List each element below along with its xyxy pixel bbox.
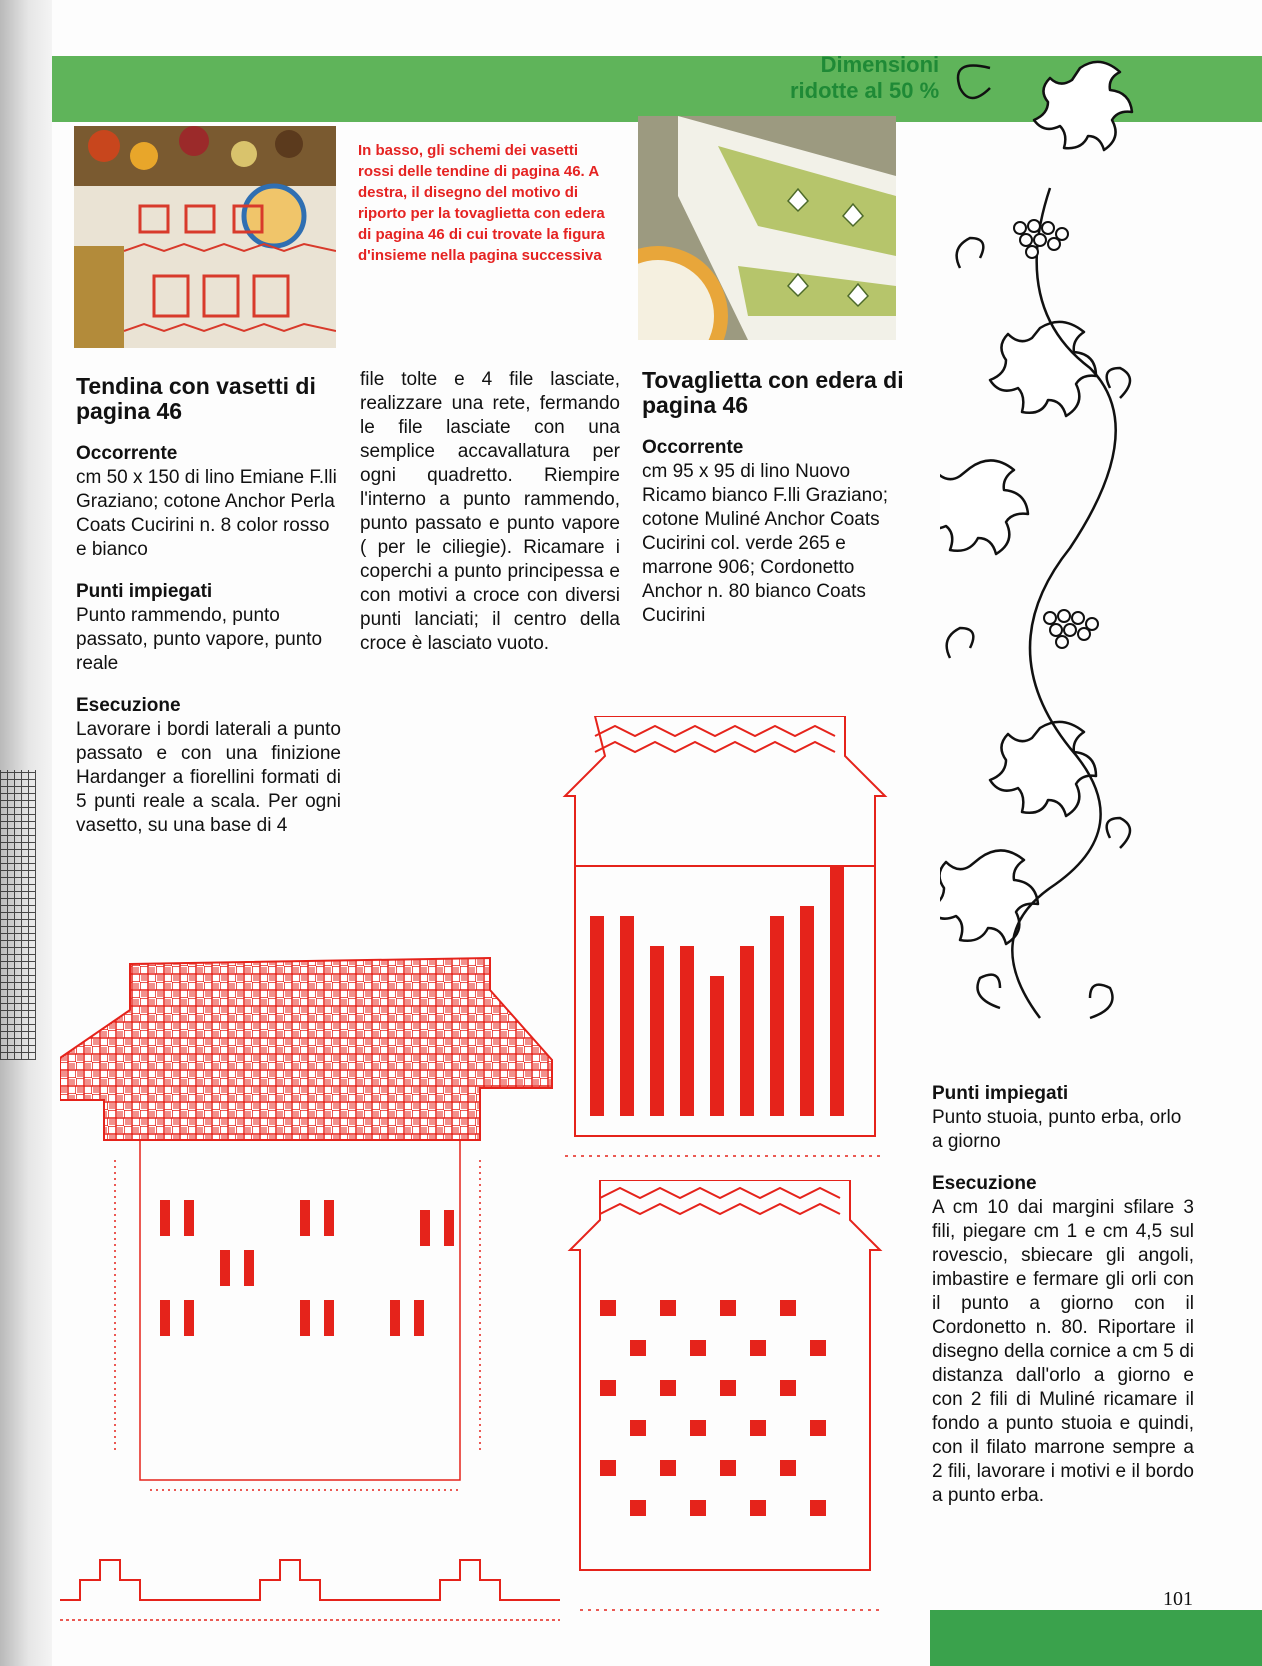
tovaglietta-esecuzione-text: A cm 10 dai margini sfilare 3 fili, piegare cm 1 e cm 4,5 sul rovescio, sbiecare gli angoli, imbastire e fermare gli orli con il punto a giorno con il Cordonetto n. 80. Riportare il disegno della cornice a cm 5 di distanza dall'orlo a giorno e con 2 fili di Muliné ricamare il fondo a punto stuoia e quindi, con il filato marrone sempre a 2 fili, lavorare i motivi e il bordo a punto erba. [932, 1197, 1194, 1506]
photo-caption: In basso, gli schemi dei vasetti rossi delle tendine di pagina 46. A destra, il disegno del motivo di riporto per la tovaglietta con edera di pagina 46 di cui trovate la figura d'insieme nella pagina successiva [358, 142, 605, 264]
tendina-esecuzione-heading: Esecuzione [76, 695, 181, 716]
jar-pattern-upper [545, 716, 915, 1166]
tovaglietta-esecuzione-heading: Esecuzione [932, 1173, 1037, 1194]
tendina-punti-heading: Punti impiegati [76, 581, 213, 602]
placemat-photo [638, 116, 896, 340]
border-pattern [60, 1540, 560, 1650]
ivy-vine-drawing [940, 28, 1160, 1068]
tovaglietta-occorrente-text: cm 95 x 95 di lino Nuovo Ricamo bianco F.lli Graziano; cotone Muliné Anchor Coats Cucirini col. verde 265 e marrone 906; Cordonetto Anchor n. 80 bianco Coats Cucirini [642, 461, 889, 626]
jar-pattern-lower [560, 1180, 900, 1640]
tovaglietta-punti-heading: Punti impiegati [932, 1083, 1069, 1104]
tendina-occorrente-heading: Occorrente [76, 443, 178, 464]
dimension-note-line1: Dimensioni [820, 52, 940, 77]
dimension-note [790, 52, 939, 104]
dimension-note-line2: ridotte al 50 % [790, 78, 940, 103]
curtain-photo [74, 126, 336, 348]
tovaglietta-title: Tovaglietta con edera di pagina 46 [642, 367, 904, 418]
tendina-column [76, 374, 341, 838]
tendina-title: Tendina con vasetti di pagina 46 [76, 373, 316, 424]
tovaglietta-punti-text: Punto stuoia, punto erba, orlo a giorno [932, 1107, 1182, 1152]
side-grid-fragment [0, 770, 36, 1060]
page-number: 101 [1163, 1588, 1193, 1610]
tendina-punti-text: Punto rammendo, punto passato, punto vapore, punto reale [76, 605, 323, 674]
tendina-continuation: file tolte e 4 file lasciate, realizzare una rete, fermando le file lasciate con una semplice accavallatura per ogni quadretto. Riempire l'interno a punto rammendo, punto passato e punto vapore ( per le ciliegie). Ricamare i coperchi a punto principessa e con motivi a croce con diversi punti lanciati; il centro della croce è lasciato vuoto. [360, 369, 620, 654]
jar-pattern-left [60, 950, 560, 1510]
tovaglietta-execution-column [932, 1082, 1194, 1508]
tovaglietta-occorrente-heading: Occorrente [642, 437, 744, 458]
tendina-occorrente-text: cm 50 x 150 di lino Emiane F.lli Graziano; cotone Anchor Perla Coats Cucirini n. 8 color rosso e bianco [76, 467, 337, 560]
green-footer-band [930, 1610, 1262, 1666]
tendina-esecuzione-text: Lavorare i bordi laterali a punto passato e con una finizione Hardanger a fiorellini formati di 5 punti reale a scala. Per ogni vasetto, su una base di 4 [76, 719, 341, 836]
tovaglietta-column [642, 368, 907, 628]
